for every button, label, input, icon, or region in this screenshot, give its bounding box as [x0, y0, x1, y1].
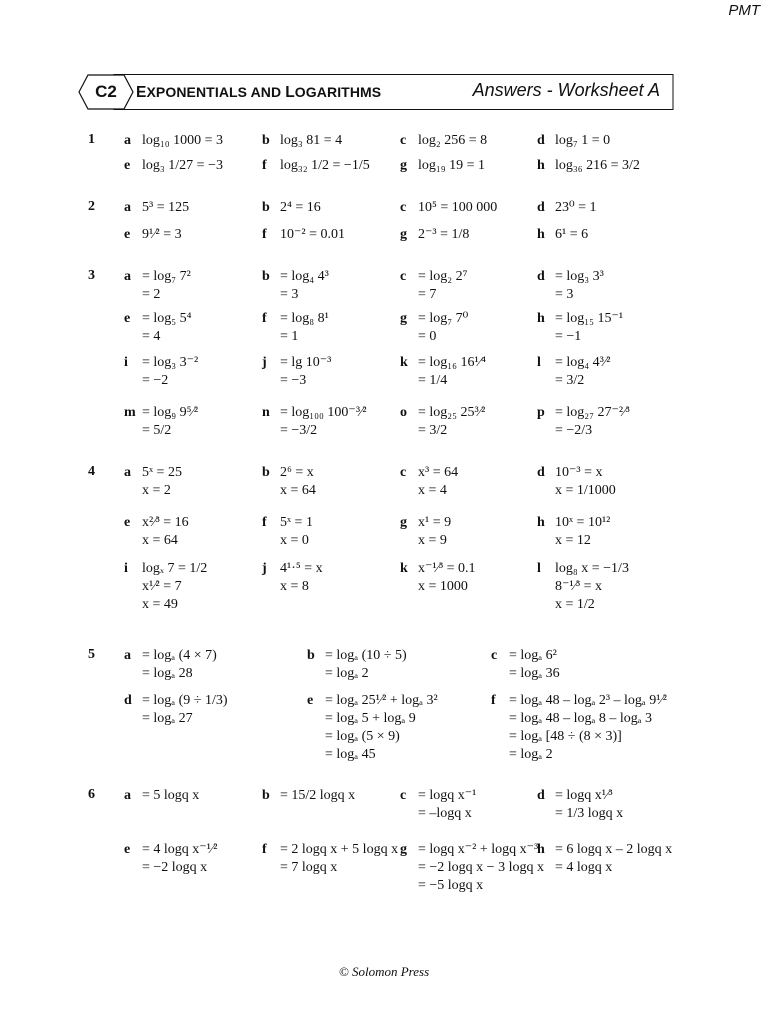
answer-line: x⁻¹⁄³ = 0.1: [418, 561, 476, 576]
question-number: 4: [88, 464, 95, 479]
part-label: a: [124, 648, 131, 663]
answer-line: = 2 logq x + 5 logq x: [280, 842, 399, 857]
answer-line: 10⁻² = 0.01: [280, 227, 345, 242]
answer-line: = −3: [280, 373, 307, 388]
answer-line: 4¹·⁵ = x: [280, 561, 323, 576]
answer-line: = logₐ 28: [142, 666, 193, 681]
answer-line: x¹ = 9: [418, 515, 452, 530]
part-label: c: [400, 200, 407, 215]
answer-line: x = 1000: [418, 579, 468, 594]
worksheet-subtitle: Answers - Worksheet A: [472, 80, 660, 100]
answer-line: = log₁₅ 15⁻¹: [555, 311, 624, 326]
answer-part: [307, 692, 438, 763]
answer-part: [537, 787, 623, 822]
part-label: f: [262, 842, 267, 857]
answer-part: [262, 199, 321, 216]
answer-line: = log₈ 8¹: [280, 311, 329, 326]
answer-line: x = 64: [142, 533, 178, 548]
answer-line: log₃₂ 1/2 = −1/5: [280, 158, 370, 173]
part-label: e: [307, 693, 314, 708]
answer-part: [124, 787, 199, 804]
answer-part: [400, 199, 497, 216]
part-label: b: [262, 200, 270, 215]
answer-line: x¹⁄² = 7: [142, 579, 182, 594]
answer-line: = logₐ (10 ÷ 5): [325, 648, 407, 663]
part-label: g: [400, 515, 407, 530]
answer-line: = log₁₆ 16¹⁄⁴: [418, 355, 486, 370]
answer-line: = log₃ 3³: [555, 269, 604, 284]
answer-line: 10⁵ = 100 000: [418, 200, 498, 215]
answer-line: = −2 logq x: [142, 860, 208, 875]
answer-part: [262, 560, 323, 595]
answer-part: [262, 787, 355, 804]
part-label: e: [124, 227, 131, 242]
answer-line: x = 0: [280, 533, 309, 548]
answer-line: = logₐ 27: [142, 711, 193, 726]
answer-part: [400, 132, 487, 149]
part-label: e: [124, 158, 131, 173]
answer-line: log₃₆ 216 = 3/2: [555, 158, 640, 173]
part-label: g: [400, 227, 407, 242]
answer-line: = logₐ 48 – logₐ 8 – logₐ 3: [509, 711, 653, 726]
answer-line: = 0: [418, 329, 437, 344]
answer-part: [124, 464, 182, 499]
answer-line: x = 2: [142, 483, 171, 498]
part-label: j: [262, 355, 267, 370]
part-label: b: [262, 465, 270, 480]
answer-part: [262, 157, 370, 174]
answer-part: [262, 464, 316, 499]
part-label: f: [491, 693, 496, 708]
answer-line: log₈ x = −1/3: [555, 561, 629, 576]
part-label: h: [537, 158, 545, 173]
part-label: l: [537, 561, 541, 576]
answer-line: = 5/2: [142, 423, 172, 438]
answer-line: 5³ = 125: [142, 200, 190, 215]
answer-line: = logₐ (9 ÷ 1/3): [142, 693, 228, 708]
answer-part: [124, 647, 217, 682]
part-label: i: [124, 561, 128, 576]
answer-line: = log₂ 2⁷: [418, 269, 468, 284]
answer-line: 10⁻³ = x: [555, 465, 603, 480]
answer-line: = 6 logq x – 2 logq x: [555, 842, 673, 857]
answer-line: = logₐ 36: [509, 666, 560, 681]
answer-line: x = 12: [555, 533, 591, 548]
answer-line: = 5 logq x: [142, 788, 200, 803]
answer-line: 2⁶ = x: [280, 465, 314, 480]
answer-line: 2⁴ = 16: [280, 200, 321, 215]
answer-line: log₃ 81 = 4: [280, 133, 343, 148]
part-label: h: [537, 227, 545, 242]
answer-line: = logₐ 48 – logₐ 2³ – logₐ 9¹⁄²: [509, 693, 667, 708]
answer-line: = 7 logq x: [280, 860, 338, 875]
part-label: g: [400, 842, 407, 857]
answer-part: [124, 132, 223, 149]
answer-line: = 3/2: [418, 423, 448, 438]
answer-part: [124, 226, 182, 243]
answer-part: [124, 354, 198, 389]
part-label: g: [400, 311, 407, 326]
part-label: c: [400, 788, 407, 803]
answer-part: [124, 199, 189, 216]
part-label: d: [537, 269, 545, 284]
part-label: b: [307, 648, 315, 663]
part-label: k: [400, 355, 408, 370]
answer-line: = logₐ 25¹⁄² + logₐ 3²: [325, 693, 438, 708]
answer-line: = log₅ 5⁴: [142, 311, 192, 326]
answer-line: = −2: [142, 373, 169, 388]
answer-line: = log₂₇ 27⁻²⁄³: [555, 405, 630, 420]
answer-line: 2⁻³ = 1/8: [418, 227, 470, 242]
part-label: d: [537, 788, 545, 803]
answer-part: [537, 132, 610, 149]
part-label: f: [262, 158, 267, 173]
part-label: e: [124, 842, 131, 857]
answer-part: [537, 199, 597, 216]
answer-part: [124, 560, 207, 613]
question-number: 1: [88, 132, 95, 147]
question-number: 5: [88, 647, 95, 662]
part-label: d: [537, 465, 545, 480]
answer-line: = 15/2 logq x: [280, 788, 356, 803]
answer-line: = log₁₀₀ 100⁻³⁄²: [280, 405, 367, 420]
part-label: k: [400, 561, 408, 576]
answer-part: [124, 404, 198, 439]
answer-part: [124, 841, 217, 876]
answer-line: x = 9: [418, 533, 447, 548]
answer-line: log₁₀ 1000 = 3: [142, 133, 224, 148]
answer-line: = log₂₅ 25³⁄²: [418, 405, 486, 420]
answer-part: [400, 157, 485, 174]
answer-line: = 1/4: [418, 373, 448, 388]
part-label: d: [537, 133, 545, 148]
answer-line: = –logq x: [418, 806, 472, 821]
answer-line: x = 64: [280, 483, 316, 498]
answer-line: x = 8: [280, 579, 309, 594]
part-label: b: [262, 788, 270, 803]
answer-line: = −1: [555, 329, 582, 344]
part-label: j: [262, 561, 267, 576]
worksheet-header: [78, 74, 674, 110]
part-label: n: [262, 405, 270, 420]
answer-part: [262, 514, 313, 549]
part-label: f: [262, 515, 267, 530]
answer-line: = 1: [280, 329, 299, 344]
answer-line: = log₉ 9⁵⁄²: [142, 405, 199, 420]
answer-part: [400, 464, 458, 499]
answer-part: [537, 560, 629, 613]
part-label: h: [537, 311, 545, 326]
question-number: 3: [88, 268, 95, 283]
answer-part: [400, 226, 469, 243]
answer-line: x = 4: [418, 483, 447, 498]
answer-part: [124, 268, 191, 303]
part-label: h: [537, 515, 545, 530]
answer-line: log₂ 256 = 8: [418, 133, 488, 148]
answer-line: 5ˣ = 25: [142, 465, 182, 480]
part-label: p: [537, 405, 545, 420]
part-label: h: [537, 842, 545, 857]
answer-part: [262, 132, 342, 149]
answer-part: [537, 157, 640, 174]
answer-line: = log₇ 7⁰: [418, 311, 469, 326]
answer-line: x = 1/1000: [555, 483, 616, 498]
part-label: c: [491, 648, 498, 663]
answer-part: [491, 692, 667, 763]
answer-part: [262, 354, 331, 389]
answer-line: = 3: [280, 287, 299, 302]
answer-line: = 1/3 logq x: [555, 806, 624, 821]
answer-line: log₇ 1 = 0: [555, 133, 611, 148]
part-label: o: [400, 405, 407, 420]
answer-line: = logq x¹⁄³: [555, 788, 613, 803]
answer-line: 8⁻¹⁄³ = x: [555, 579, 603, 594]
answer-line: = logq x⁻¹: [418, 788, 477, 803]
question-number: 6: [88, 787, 95, 802]
answer-part: [124, 310, 192, 345]
answer-line: = logₐ (4 × 7): [142, 648, 217, 663]
answer-part: [124, 157, 223, 174]
answer-line: = −2 logq x − 3 logq x: [418, 860, 544, 875]
part-label: f: [262, 227, 267, 242]
answer-line: = logₐ 45: [325, 747, 376, 762]
part-label: b: [262, 269, 270, 284]
answer-line: = 3: [555, 287, 574, 302]
part-label: i: [124, 355, 128, 370]
part-label: a: [124, 788, 131, 803]
answer-line: = log₄ 4³⁄²: [555, 355, 611, 370]
answer-line: 9¹⁄² = 3: [142, 227, 182, 242]
answer-line: 6¹ = 6: [555, 227, 589, 242]
answer-line: = log₇ 7²: [142, 269, 191, 284]
answer-line: = logₐ [48 ÷ (8 × 3)]: [509, 729, 622, 744]
answer-line: = 4 logq x⁻¹⁄²: [142, 842, 218, 857]
part-label: a: [124, 200, 131, 215]
answer-part: [537, 841, 672, 876]
answer-part: [400, 310, 468, 345]
part-label: l: [537, 355, 541, 370]
answer-line: log₁₉ 19 = 1: [418, 158, 486, 173]
answer-part: [307, 647, 407, 682]
answer-part: [400, 560, 476, 595]
answer-line: = −5 logq x: [418, 878, 484, 893]
answer-line: 5ˣ = 1: [280, 515, 313, 530]
answer-line: log₃ 1/27 = −3: [142, 158, 223, 173]
answer-line: x = 49: [142, 597, 178, 612]
copyright-footer: © Solomon Press: [338, 964, 430, 979]
answer-part: [124, 514, 189, 549]
part-label: c: [400, 465, 407, 480]
answer-part: [400, 841, 544, 894]
part-label: a: [124, 465, 131, 480]
answer-part: [262, 404, 367, 439]
part-label: e: [124, 515, 131, 530]
answer-part: [400, 268, 468, 303]
answer-line: = 7: [418, 287, 437, 302]
answer-part: [537, 226, 588, 243]
answer-line: = logₐ (5 × 9): [325, 729, 400, 744]
part-label: c: [400, 133, 407, 148]
answer-part: [262, 268, 329, 303]
corner-mark: PMT: [728, 2, 760, 19]
answer-part: [400, 354, 486, 389]
answer-part: [537, 514, 610, 549]
answer-line: = −3/2: [280, 423, 318, 438]
answer-line: = logₐ 2: [509, 747, 553, 762]
topic-title: EXPONENTIALS AND LOGARITHMS: [136, 84, 382, 101]
answer-line: = logₐ 2: [325, 666, 369, 681]
answer-line: = −2/3: [555, 423, 593, 438]
answer-line: = logₐ 6²: [509, 648, 557, 663]
answer-part: [400, 514, 451, 549]
part-label: c: [400, 269, 407, 284]
part-label: d: [537, 200, 545, 215]
answer-line: = 2: [142, 287, 161, 302]
answer-part: [124, 692, 228, 727]
answer-part: [537, 310, 623, 345]
part-label: g: [400, 158, 407, 173]
part-label: d: [124, 693, 132, 708]
answer-line: = 3/2: [555, 373, 585, 388]
answer-line: 23⁰ = 1: [555, 200, 597, 215]
answer-line: = logq x⁻² + logq x⁻³: [418, 842, 539, 857]
answer-line: = logₐ 5 + logₐ 9: [325, 711, 416, 726]
answer-part: [400, 787, 476, 822]
answer-line: x²⁄³ = 16: [142, 515, 189, 530]
part-label: a: [124, 269, 131, 284]
answer-part: [537, 404, 630, 439]
question-number: 2: [88, 199, 95, 214]
part-label: a: [124, 133, 131, 148]
answer-line: logₓ 7 = 1/2: [142, 561, 208, 576]
answer-part: [262, 841, 398, 876]
answer-line: = log₃ 3⁻²: [142, 355, 199, 370]
part-label: m: [124, 405, 136, 420]
part-label: f: [262, 311, 267, 326]
answer-line: = log₄ 4³: [280, 269, 329, 284]
answer-line: 10ˣ = 10¹²: [555, 515, 611, 530]
answer-part: [262, 226, 345, 243]
part-label: e: [124, 311, 131, 326]
answer-part: [537, 464, 616, 499]
answer-part: [491, 647, 560, 682]
answer-part: [262, 310, 329, 345]
answer-line: = lg 10⁻³: [280, 355, 332, 370]
part-label: b: [262, 133, 270, 148]
answer-line: x = 1/2: [555, 597, 595, 612]
answer-part: [537, 354, 610, 389]
module-code: C2: [95, 82, 117, 101]
answer-line: = 4: [142, 329, 161, 344]
answer-part: [400, 404, 485, 439]
answer-part: [537, 268, 604, 303]
answer-line: x³ = 64: [418, 465, 459, 480]
answer-line: = 4 logq x: [555, 860, 613, 875]
